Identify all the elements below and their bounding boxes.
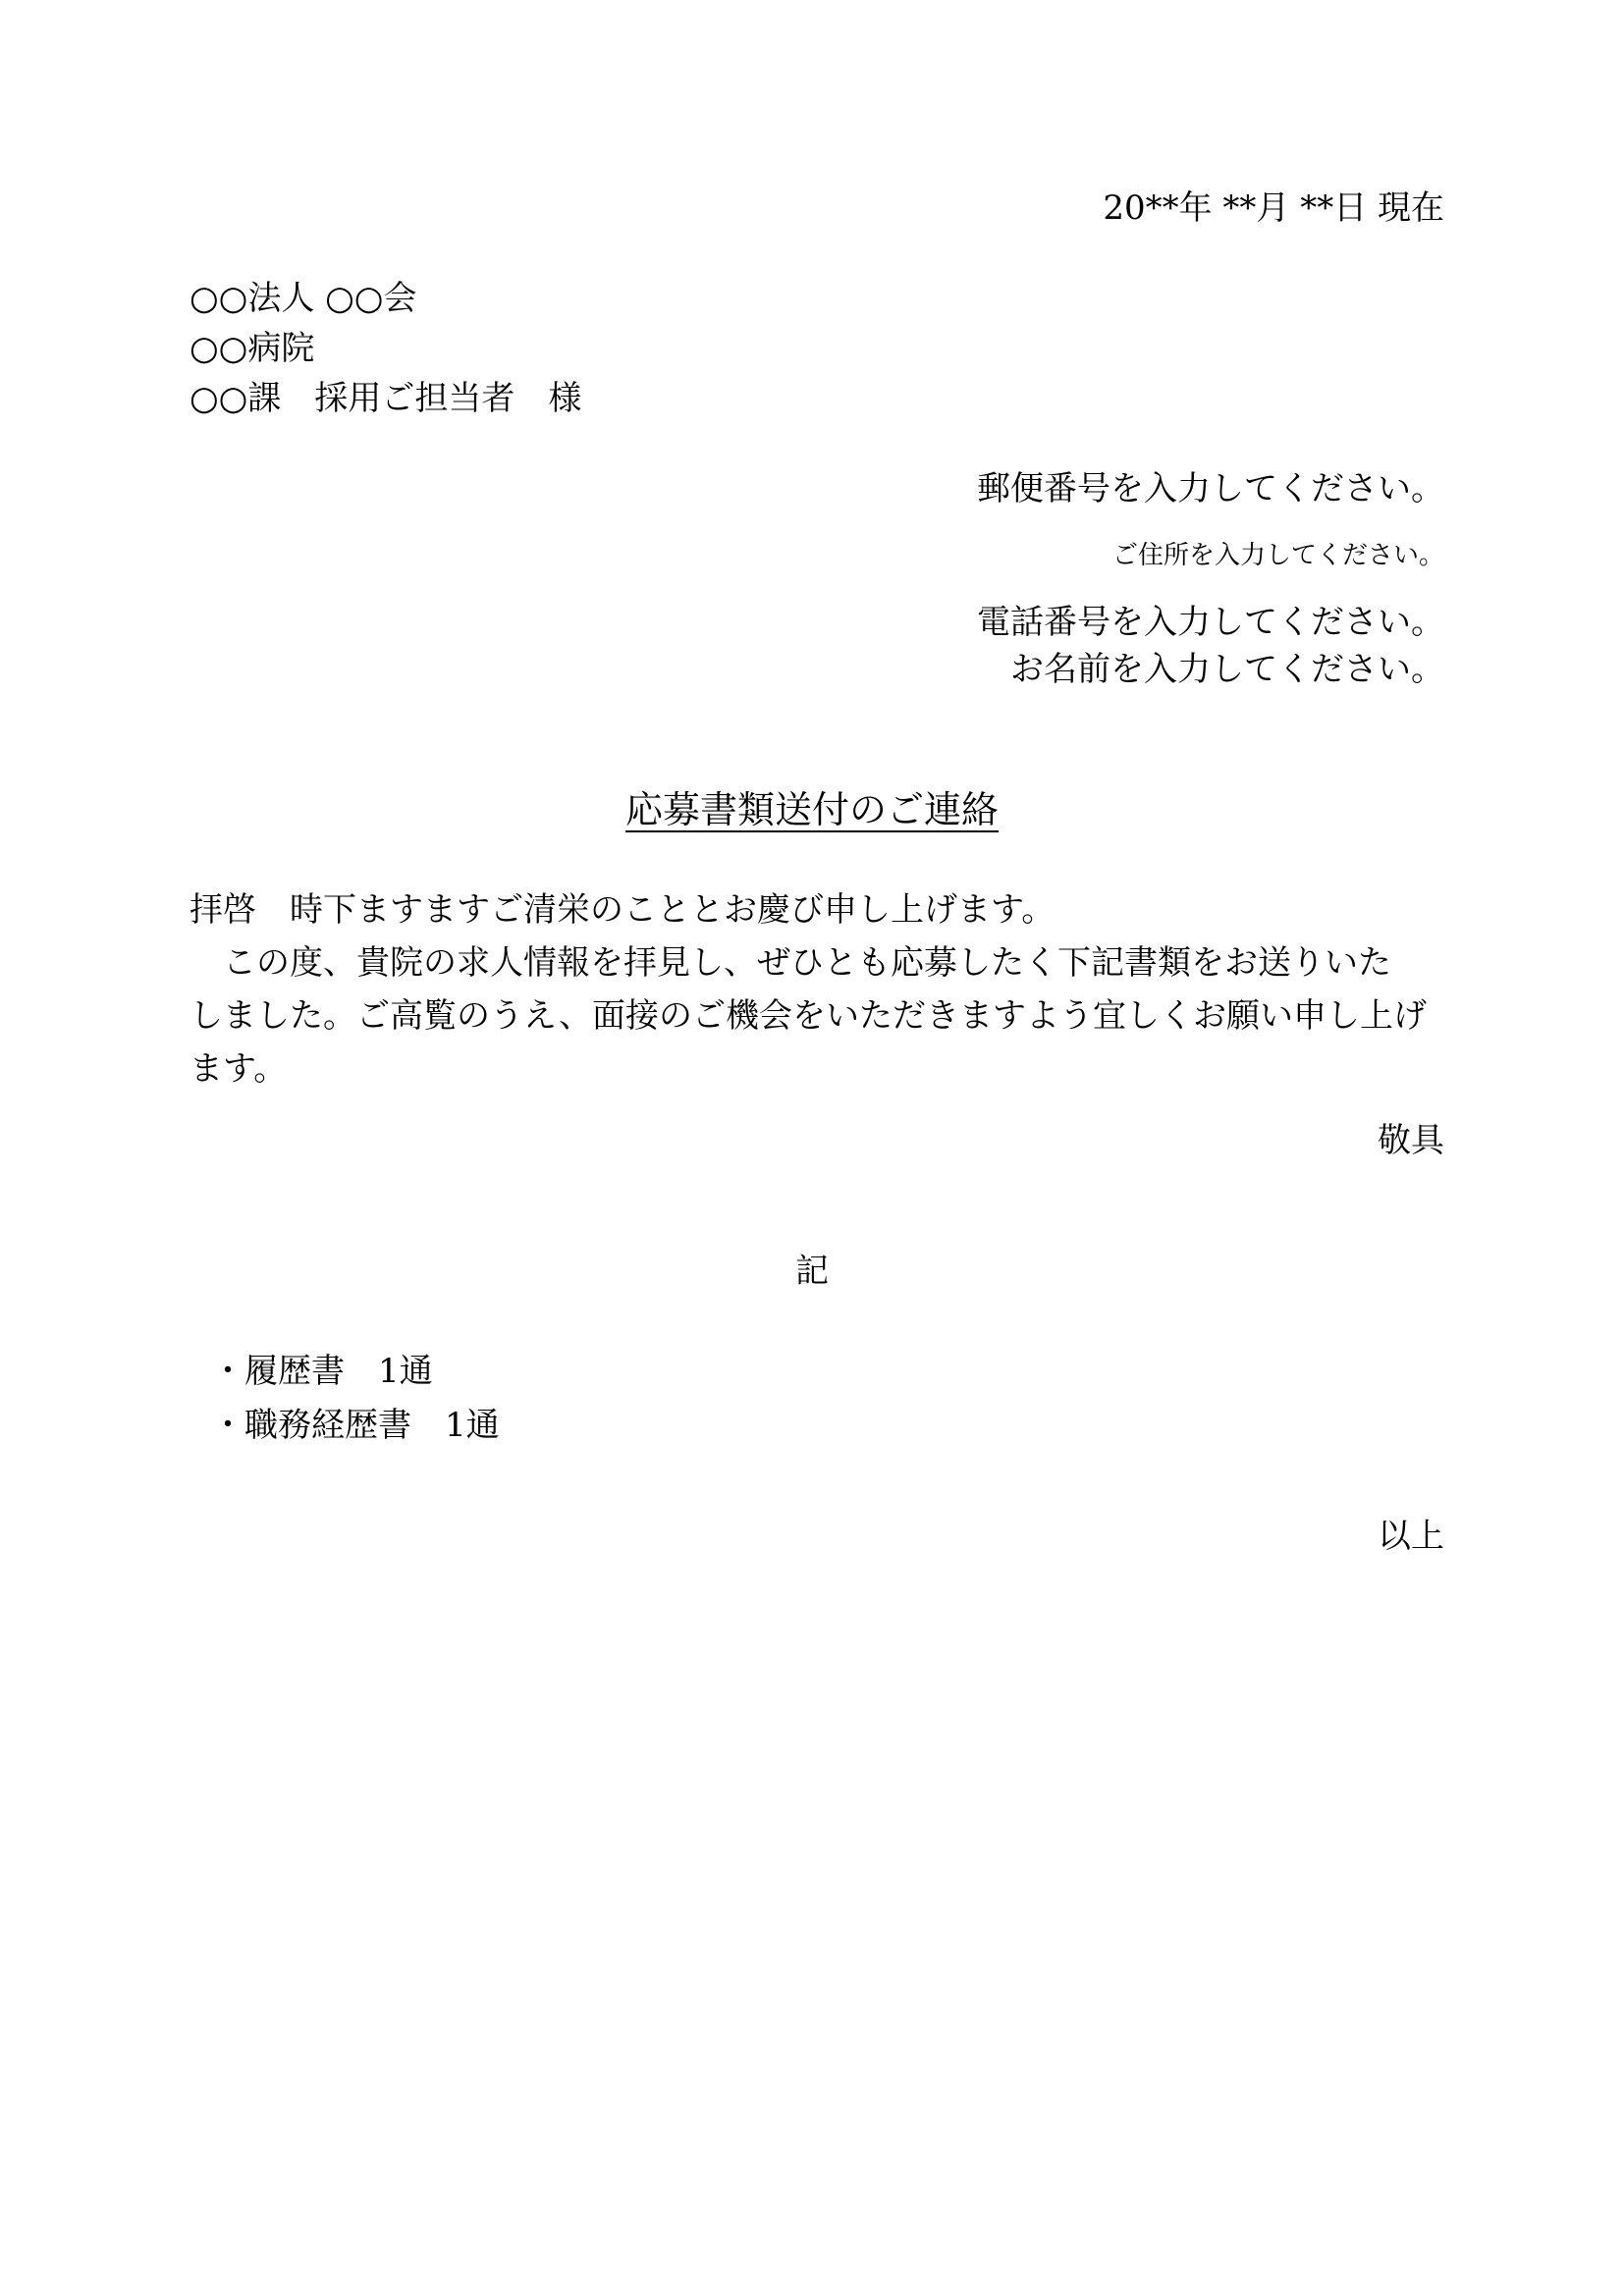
letter-title	[0, 785, 1624, 834]
recipient-organization: ○○法人 ○○会	[189, 279, 417, 318]
sender-name: お名前を入力してください。	[1010, 650, 1444, 689]
letter-date: 20**年 **月 **日 現在	[1103, 188, 1444, 228]
record-item-resume: ・履歴書 1通	[211, 1352, 433, 1391]
sender-postal-code: 郵便番号を入力してください。	[977, 469, 1444, 508]
body-line-1: この度、貴院の求人情報を拝見し、ぜひとも応募したく下記書類をお送りいた	[189, 943, 1391, 983]
recipient-hospital: ○○病院	[189, 329, 315, 368]
sender-address: ご住所を入力してください。	[1111, 541, 1444, 570]
recipient-department: ○○課 採用ご担当者 様	[189, 379, 582, 418]
letter-body	[189, 883, 1446, 1095]
body-line-2: しました。ご高覧のうえ、面接のご機会をいただきますよう宜しくお願い申し上げ	[189, 996, 1428, 1036]
record-end: 以上	[1378, 1517, 1444, 1556]
body-line-3: ます。	[189, 1049, 288, 1089]
sender-phone: 電話番号を入力してください。	[977, 603, 1444, 642]
letter-title-text: 応募書類送付のご連絡	[624, 788, 999, 831]
record-item-career-history: ・職務経歴書 1通	[211, 1406, 500, 1445]
record-heading: 記	[795, 1252, 829, 1291]
closing-keigu: 敬具	[1378, 1121, 1444, 1160]
greeting-line: 拝啓 時下ますますご清栄のこととお慶び申し上げます。	[189, 890, 1056, 930]
